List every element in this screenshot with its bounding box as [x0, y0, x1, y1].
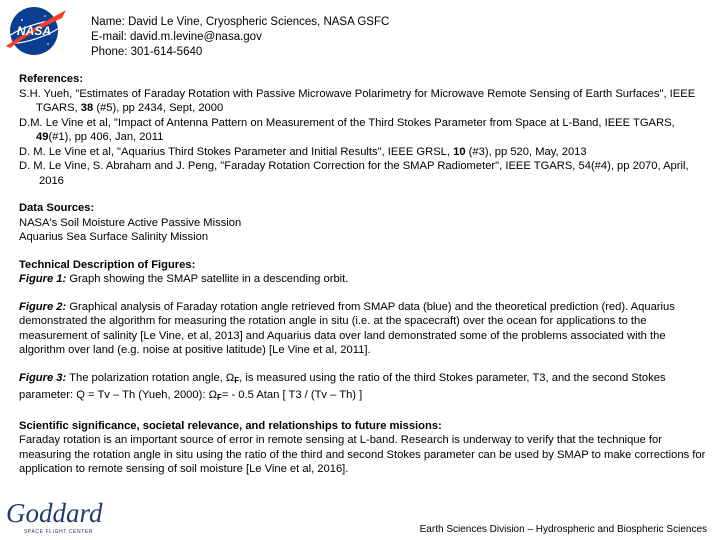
technical-section	[19, 258, 709, 287]
goddard-logo	[4, 494, 104, 538]
figure-3-label: Figure 3:	[19, 371, 67, 384]
data-sources-section	[19, 201, 709, 245]
figure-2-text: Graphical analysis of Faraday rotation angle retrieved from SMAP data (blue) and the theoretical prediction (red). Aquarius demonstrated the algorithm for measuring the rotation angle in situ (i.e. at the spacecraft) over the ocean for applications to the measurement of salinity [Le Vine, et al, 2013] and Aquarius data over land demonstrated some of the problems associated with the algorithm over land (e.g. noise at positive latitude) [Le Vine et al, 2011].	[19, 300, 675, 356]
figure-3-section: Figure 3: The polarization rotation angle, $\Omega_F$, is measured using the ratio of the third Stokes parameter, T3, and the second Stokes parameter: Q = Tv – Th (Yueh, 2000): $\Omega_F= - 0.5$ Atan [ T3 / (Tv – Th) ]	[19, 371, 666, 402]
data-sources-heading: Data Sources:	[19, 202, 95, 214]
figure-2-label: Figure 2:	[19, 300, 67, 313]
figure-1-description: Figure 1: Graph showing the SMAP satellite in a descending orbit.	[19, 273, 349, 285]
references-section	[19, 72, 709, 188]
nasa-logo	[4, 4, 68, 58]
contact-email: E-mail: david.m.levine@nasa.gov	[91, 31, 262, 43]
contact-phone: Phone: 301-614-5640	[91, 46, 203, 58]
nasa-logo-text: NASA	[16, 24, 52, 38]
references-heading: References:	[19, 73, 84, 85]
contact-name: Name: David Le Vine, Cryospheric Sciences, NASA GSFC	[91, 16, 390, 28]
data-source-item: NASA's Soil Moisture Active Passive Mission	[19, 216, 242, 229]
contact-block	[91, 15, 389, 60]
significance-section	[19, 419, 709, 477]
goddard-logo-subtext: SPACE FLIGHT CENTER	[24, 529, 94, 535]
figure-1-label: Figure 1:	[19, 273, 67, 285]
goddard-logo-text: Goddard	[6, 498, 103, 528]
footer-division: Earth Sciences Division – Hydrospheric and Biospheric Sciences	[419, 524, 707, 535]
reference-item: D. M. Le Vine et al, "Aquarius Third Stokes Parameter and Initial Results", IEEE GRSL, 10 (#3), pp 520, May, 2013	[19, 145, 587, 158]
content	[19, 72, 709, 490]
reference-item: D.M. Le Vine et al, "Impact of Antenna Pattern on Measurement of the Third Stokes Parameter from Space at L-Band, IEEE TGARS, 49(#1), pp 406, Jan, 2011	[19, 116, 675, 143]
data-source-item: Aquarius Sea Surface Salinity Mission	[19, 231, 209, 243]
reference-item: D. M. Le Vine, S. Abraham and J. Peng, "Faraday Rotation Correction for the SMAP Radiometer", IEEE TGARS, 54(#4), pp 2070, April, 2016	[19, 160, 689, 187]
technical-heading: Technical Description of Figures:	[19, 258, 196, 271]
significance-heading: Scientific significance, societal relevance, and relationships to future missions:	[19, 419, 442, 432]
figure-2-section	[19, 300, 709, 358]
reference-item: S.H. Yueh, "Estimates of Faraday Rotation with Passive Microwave Polarimetry for Microwave Remote Sensing of Earth Surfaces", IEEE TGARS, 38 (#5), pp 2434, Sept, 2000	[19, 87, 696, 114]
significance-text: Faraday rotation is an important source of error in remote sensing at L-band. Research is underway to verify that the technique for measuring the rotation angle in situ using the ratio of the third and second Stokes parameter can be used by SMAP to make corrections for application to remote sensing of soil moisture [Le Vine et al, 2016].	[19, 434, 706, 475]
